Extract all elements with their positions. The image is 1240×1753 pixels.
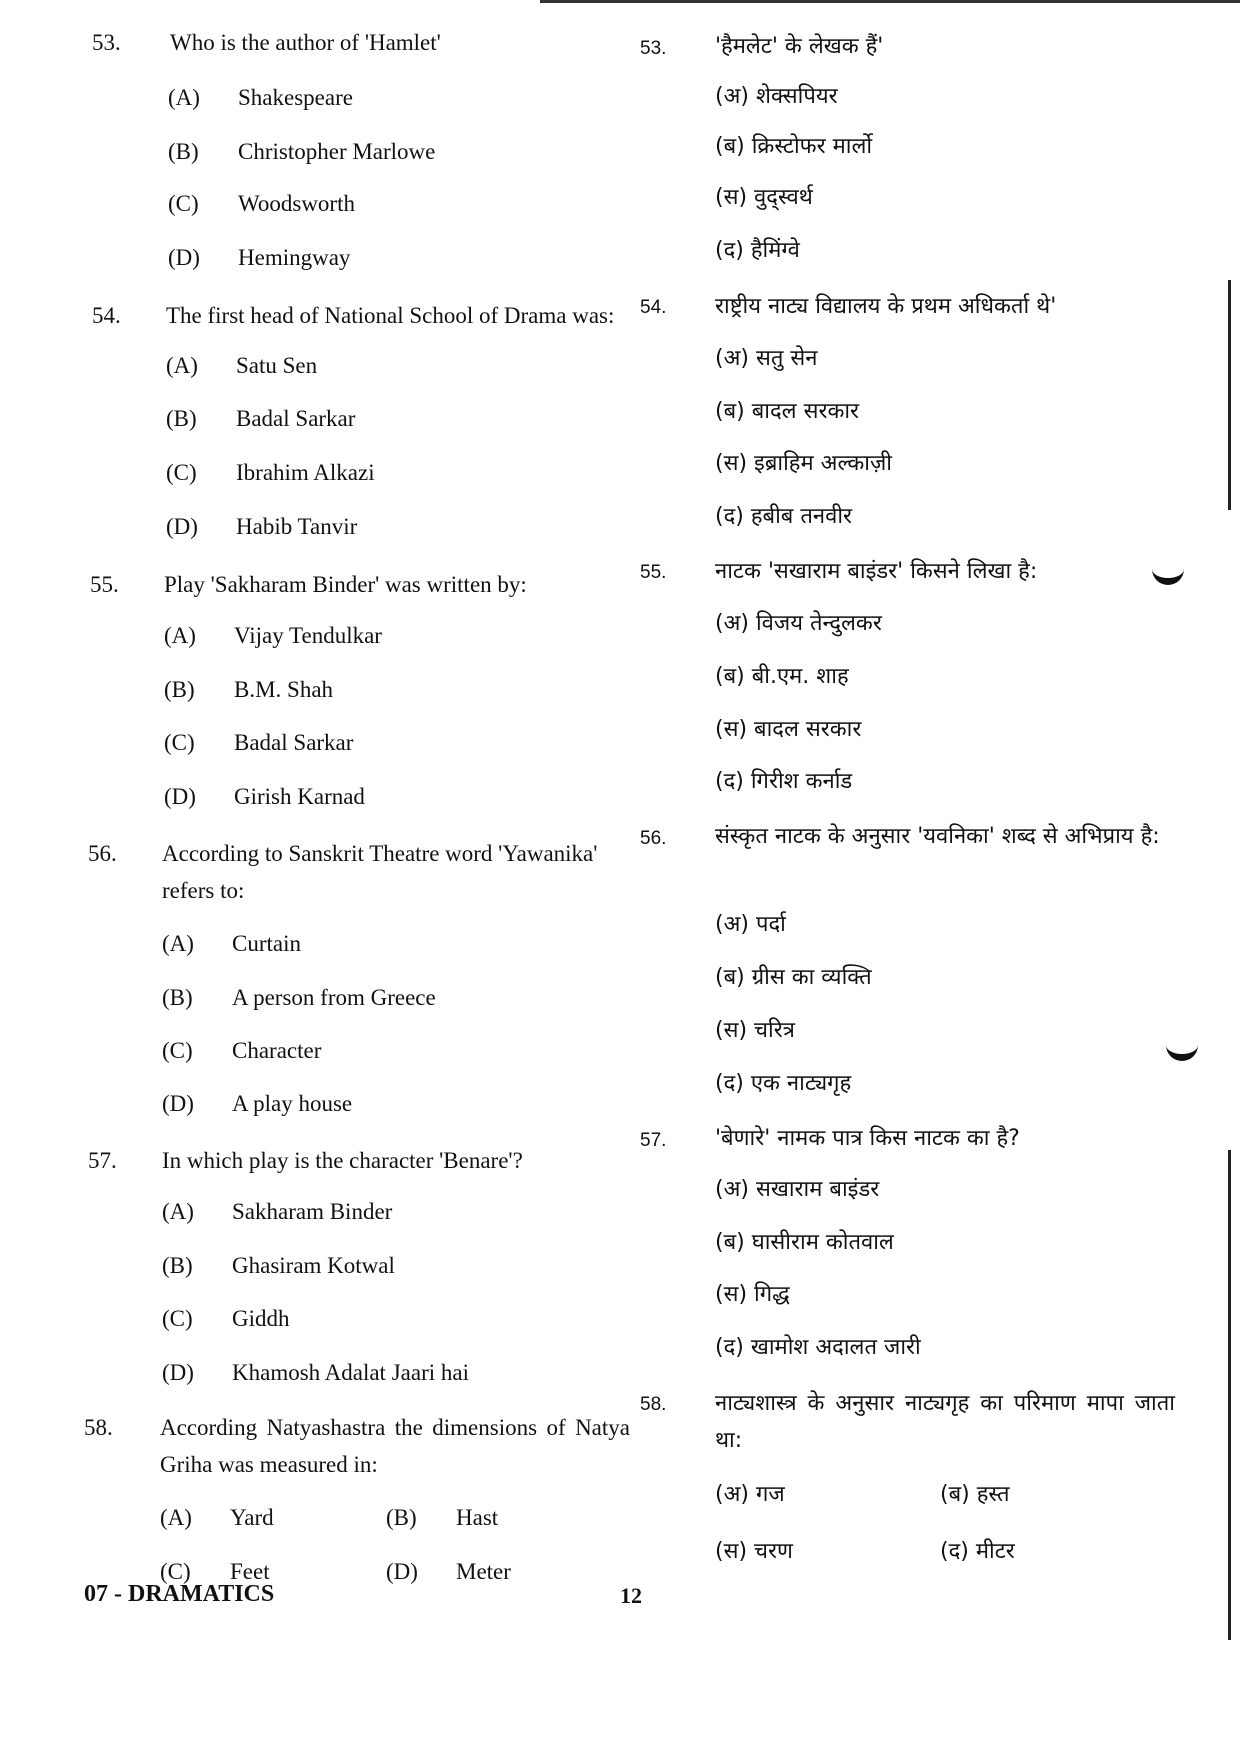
- hindi-question-text: 'हैमलेट' के लेखक हैं': [715, 34, 884, 59]
- scan-edge-mark: [1228, 280, 1231, 510]
- question-number: 58.: [84, 1415, 113, 1440]
- hindi-option-58-a: (अ) गज: [715, 1482, 785, 1507]
- hindi-option-54-a: (अ) सतु सेन: [715, 346, 818, 371]
- hindi-question-text: नाटक 'सखाराम बाइंडर' किसने लिखा है:: [715, 559, 1038, 584]
- hindi-option-58-d: (द) मीटर: [940, 1539, 1015, 1564]
- hindi-option-54-c: (स) इब्राहिम अल्काज़ी: [715, 451, 892, 476]
- hindi-question-number: 56.: [640, 828, 667, 849]
- hindi-option-55-b: (ब) बी.एम. शाह: [715, 664, 849, 689]
- hindi-option-57-d: (द) खामोश अदालत जारी: [715, 1335, 921, 1360]
- question-number: 57.: [88, 1148, 117, 1173]
- hindi-question-text: संस्कृत नाटक के अनुसार 'यवनिका' शब्द से अभिप्राय है:: [715, 824, 1160, 849]
- hindi-option-54-b: (ब) बादल सरकार: [715, 399, 860, 424]
- question-number: 56.: [88, 841, 117, 866]
- hindi-option-58-c: (स) चरण: [715, 1539, 793, 1564]
- hindi-question-text: नाट्यशास्त्र के अनुसार नाट्यगृह का परिमाण मापा जाता था:: [715, 1391, 1175, 1453]
- hindi-option-56-a: (अ) पर्दा: [715, 912, 786, 937]
- hindi-option-53-d: (द) हैमिंग्वे: [715, 238, 800, 263]
- page-number: 12: [620, 1583, 642, 1608]
- hindi-option-57-c: (स) गिद्ध: [715, 1282, 790, 1307]
- hindi-option-58-b: (ब) हस्त: [940, 1482, 1010, 1507]
- hindi-question-number: 54.: [640, 297, 667, 318]
- hindi-option-55-d: (द) गिरीश कर्नाड: [715, 769, 853, 794]
- question-number: 55.: [90, 572, 119, 597]
- hindi-option-57-b: (ब) घासीराम कोतवाल: [715, 1230, 894, 1255]
- question-text: In which play is the character 'Benare'?: [162, 1148, 523, 1173]
- question-number: 53.: [92, 30, 121, 55]
- question-number: 54.: [92, 303, 121, 328]
- hindi-question-text: राष्ट्रीय नाट्य विद्यालय के प्रथम अधिकर्ता थे': [715, 294, 1057, 319]
- hindi-option-54-d: (द) हबीब तनवीर: [715, 504, 853, 529]
- hindi-option-56-c: (स) चरित्र: [715, 1018, 795, 1043]
- scan-smudge: [1152, 560, 1184, 585]
- question-text: Play 'Sakharam Binder' was written by:: [164, 572, 527, 597]
- header-rule: [540, 0, 1240, 3]
- hindi-option-53-c: (स) वुद्स्वर्थ: [715, 185, 813, 210]
- hindi-question-number: 57.: [640, 1130, 667, 1151]
- scan-smudge: [1166, 1036, 1198, 1061]
- hindi-question-text: 'बेणारे' नामक पात्र किस नाटक का है?: [715, 1126, 1020, 1151]
- hindi-question-number: 55.: [640, 562, 667, 583]
- hindi-option-56-b: (ब) ग्रीस का व्यक्ति: [715, 965, 872, 990]
- scan-edge-mark: [1228, 1150, 1231, 1640]
- hindi-question-number: 58.: [640, 1394, 667, 1415]
- hindi-question-number: 53.: [640, 38, 667, 59]
- hindi-option-55-c: (स) बादल सरकार: [715, 717, 862, 742]
- question-text: The first head of National School of Drama was:: [166, 303, 615, 328]
- question-text: Who is the author of 'Hamlet': [170, 30, 441, 55]
- hindi-option-53-a: (अ) शेक्सपियर: [715, 84, 838, 109]
- subject-footer: 07 - DRAMATICS: [84, 1581, 275, 1607]
- question-text: According Natyashastra the dimensions of Natya Griha was measured in:: [160, 1415, 630, 1477]
- hindi-option-53-b: (ब) क्रिस्टोफर मार्लो: [715, 134, 873, 159]
- hindi-option-56-d: (द) एक नाट्यगृह: [715, 1071, 852, 1096]
- hindi-option-55-a: (अ) विजय तेन्दुलकर: [715, 611, 882, 636]
- question-text: According to Sanskrit Theatre word 'Yawanika' refers to:: [162, 841, 598, 903]
- hindi-option-57-a: (अ) सखाराम बाइंडर: [715, 1177, 880, 1202]
